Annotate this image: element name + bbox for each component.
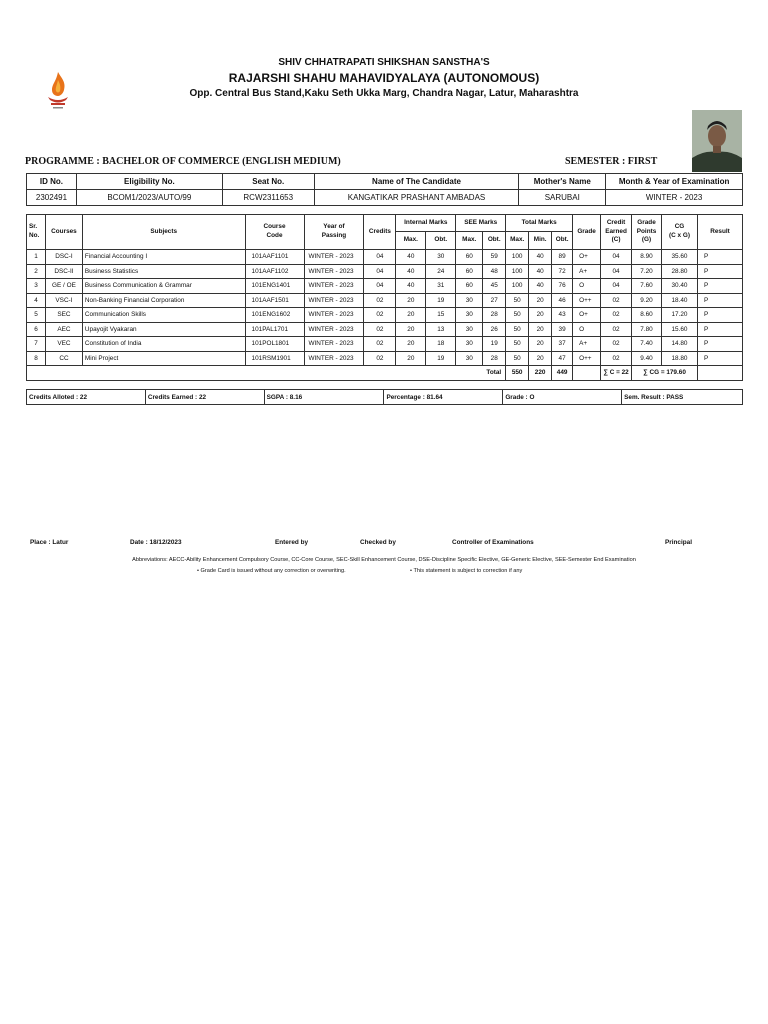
correction-note (197, 568, 346, 574)
course-code-cell: 101AAF1501 (245, 293, 304, 308)
table-row (27, 250, 743, 265)
courses-header: Courses (45, 215, 82, 250)
cg-cell: 17.20 (662, 308, 698, 323)
subject-cell: Non-Banking Financial Corporation (82, 293, 245, 308)
subject-cell: Business Communication & Grammar (82, 279, 245, 294)
subject-cell: Constitution of India (82, 337, 245, 352)
cg-header: CG (C x G) (662, 215, 698, 250)
total-obt-cell: 47 (552, 351, 573, 366)
college-address: Opp. Central Bus Stand,Kaku Seth Ukka Marg, Chandra Nagar, Latur, Maharashtra (189, 88, 579, 99)
see-max-cell: 60 (456, 250, 483, 265)
grade-points-cell: 7.80 (632, 322, 662, 337)
total-max-cell: 100 (506, 250, 529, 265)
table-row (27, 293, 743, 308)
see-max-header: Max. (456, 232, 483, 250)
total-max-sum: 550 (506, 366, 529, 381)
sr-no-cell: 5 (27, 308, 46, 323)
grade-points-cell: 7.20 (632, 264, 662, 279)
internal-max-cell: 40 (396, 250, 426, 265)
course-code-cell: 101ENG1602 (245, 308, 304, 323)
course-code-cell: 101POL1801 (245, 337, 304, 352)
total-obt-cell: 43 (552, 308, 573, 323)
see-max-cell: 60 (456, 279, 483, 294)
internal-max-cell: 40 (396, 279, 426, 294)
grade-header: Grade (573, 215, 601, 250)
internal-obt-cell: 24 (426, 264, 456, 279)
see-obt-cell: 28 (483, 308, 506, 323)
total-min-sum: 220 (529, 366, 552, 381)
credit-earned-header: Credit Earned (C) (601, 215, 632, 250)
internal-obt-cell: 13 (426, 322, 456, 337)
total-max-cell: 100 (506, 279, 529, 294)
programme-title: PROGRAMME : BACHELOR OF COMMERCE (ENGLISH MEDIUM) (25, 156, 341, 167)
sr-no-cell: 6 (27, 322, 46, 337)
total-obt-cell: 39 (552, 322, 573, 337)
cg-cell: 15.60 (662, 322, 698, 337)
sum-cg: ∑ CG = 179.60 (632, 366, 698, 381)
candidate-info-table (26, 173, 743, 206)
total-obt-header: Obt. (552, 232, 573, 250)
result-cell: P (697, 337, 742, 352)
result-cell: P (697, 279, 742, 294)
internal-obt-cell: 18 (426, 337, 456, 352)
total-max-cell: 50 (506, 351, 529, 366)
credits-cell: 02 (364, 322, 396, 337)
internal-obt-header: Obt. (426, 232, 456, 250)
credit-earned-cell: 02 (601, 351, 632, 366)
total-max-cell: 50 (506, 293, 529, 308)
eligibility-no-value: BCOM1/2023/AUTO/99 (76, 190, 222, 206)
year-of-passing-cell: WINTER - 2023 (304, 279, 364, 294)
student-photo (692, 110, 742, 172)
controller-signature: Controller of Examinations (452, 539, 534, 546)
subject-cell: Mini Project (82, 351, 245, 366)
see-max-cell: 30 (456, 293, 483, 308)
total-result-blank (697, 366, 742, 381)
grade-points-cell: 8.60 (632, 308, 662, 323)
place: Place : Latur (30, 539, 69, 546)
id-no-value: 2302491 (27, 190, 77, 206)
sr-no-cell: 2 (27, 264, 46, 279)
total-min-cell: 40 (529, 250, 552, 265)
total-obt-cell: 46 (552, 293, 573, 308)
abbreviations-note: Abbreviations: AECC-Ability Enhancement Compulsory Course, CC-Core Course, SEC-Skill Enhancement Course, DSE-Discipline Specific Elective, GE-Generic Elective, SEE-Semester End Examination (132, 557, 636, 563)
table-row (27, 351, 743, 366)
result-cell: P (697, 351, 742, 366)
internal-max-cell: 20 (396, 351, 426, 366)
sr-no-cell: 7 (27, 337, 46, 352)
result-cell: P (697, 293, 742, 308)
year-of-passing-cell: WINTER - 2023 (304, 293, 364, 308)
course-cell: VEC (45, 337, 82, 352)
overall-grade: Grade : O (503, 390, 622, 405)
cg-cell: 18.80 (662, 351, 698, 366)
candidate-value-row (27, 190, 743, 206)
see-max-cell: 30 (456, 322, 483, 337)
grade-cell: A+ (573, 264, 601, 279)
see-obt-cell: 48 (483, 264, 506, 279)
sum-credits-earned: ∑ C = 22 (601, 366, 632, 381)
bullet-icon: • (410, 568, 414, 574)
sr-no-cell: 4 (27, 293, 46, 308)
mother-name-value: SARUBAI (519, 190, 606, 206)
course-cell: CC (45, 351, 82, 366)
see-max-cell: 30 (456, 337, 483, 352)
total-marks-header: Total Marks (506, 215, 573, 232)
subject-to-correction-text: This statement is subject to correction if any (413, 568, 523, 574)
totals-row (27, 366, 743, 381)
year-of-passing-cell: WINTER - 2023 (304, 337, 364, 352)
candidate-name-header: Name of The Candidate (314, 174, 519, 190)
year-of-passing-header: Year of Passing (304, 215, 364, 250)
cg-cell: 35.60 (662, 250, 698, 265)
grade-cell: A+ (573, 337, 601, 352)
grade-points-cell: 9.40 (632, 351, 662, 366)
course-cell: GE / OE (45, 279, 82, 294)
candidate-name-value: KANGATIKAR PRASHANT AMBADAS (314, 190, 519, 206)
marks-body (27, 250, 743, 381)
grade-points-header: Grade Points (G) (632, 215, 662, 250)
internal-max-header: Max. (396, 232, 426, 250)
total-min-cell: 40 (529, 264, 552, 279)
credit-earned-cell: 02 (601, 293, 632, 308)
college-name: RAJARSHI SHAHU MAHAVIDYALAYA (AUTONOMOUS) (228, 71, 540, 85)
cg-cell: 18.40 (662, 293, 698, 308)
internal-obt-cell: 19 (426, 351, 456, 366)
table-row (27, 322, 743, 337)
result-cell: P (697, 264, 742, 279)
subject-to-correction-note (410, 568, 522, 574)
grade-cell: O++ (573, 293, 601, 308)
see-obt-cell: 26 (483, 322, 506, 337)
credit-earned-cell: 04 (601, 264, 632, 279)
subject-cell: Upayojit Vyakaran (82, 322, 245, 337)
credit-earned-cell: 02 (601, 337, 632, 352)
semester-label: SEMESTER : FIRST (565, 156, 658, 167)
correction-note-text: Grade Card is issued without any correction or overwriting. (200, 568, 346, 574)
credits-earned: Credits Earned : 22 (145, 390, 264, 405)
internal-obt-cell: 30 (426, 250, 456, 265)
semester-result: Sem. Result : PASS (622, 390, 743, 405)
see-max-cell: 30 (456, 308, 483, 323)
table-row (27, 279, 743, 294)
cg-cell: 28.80 (662, 264, 698, 279)
year-of-passing-cell: WINTER - 2023 (304, 322, 364, 337)
total-min-cell: 20 (529, 308, 552, 323)
principal-signature: Principal (665, 539, 692, 546)
result-cell: P (697, 322, 742, 337)
credits-alloted: Credits Alloted : 22 (27, 390, 146, 405)
seat-no-value: RCW2311653 (222, 190, 314, 206)
total-min-cell: 20 (529, 322, 552, 337)
sgpa: SGPA : 8.16 (264, 390, 384, 405)
table-row (27, 264, 743, 279)
summary-row (27, 390, 743, 405)
year-of-passing-cell: WINTER - 2023 (304, 308, 364, 323)
total-max-cell: 50 (506, 308, 529, 323)
summary-table (26, 389, 743, 405)
subject-cell: Business Statistics (82, 264, 245, 279)
result-cell: P (697, 308, 742, 323)
grade-points-cell: 7.60 (632, 279, 662, 294)
year-of-passing-cell: WINTER - 2023 (304, 351, 364, 366)
result-cell: P (697, 250, 742, 265)
internal-max-cell: 20 (396, 293, 426, 308)
credit-earned-cell: 02 (601, 322, 632, 337)
see-obt-cell: 45 (483, 279, 506, 294)
internal-obt-cell: 31 (426, 279, 456, 294)
see-obt-header: Obt. (483, 232, 506, 250)
see-obt-cell: 27 (483, 293, 506, 308)
internal-obt-cell: 15 (426, 308, 456, 323)
total-obt-cell: 89 (552, 250, 573, 265)
cg-cell: 14.80 (662, 337, 698, 352)
course-cell: DSC-I (45, 250, 82, 265)
table-row (27, 337, 743, 352)
credits-cell: 02 (364, 293, 396, 308)
see-obt-cell: 19 (483, 337, 506, 352)
credits-cell: 04 (364, 279, 396, 294)
internal-max-cell: 40 (396, 264, 426, 279)
course-cell: AEC (45, 322, 82, 337)
subjects-header: Subjects (82, 215, 245, 250)
total-max-cell: 50 (506, 337, 529, 352)
internal-max-cell: 20 (396, 322, 426, 337)
total-min-cell: 40 (529, 279, 552, 294)
grade-points-cell: 8.90 (632, 250, 662, 265)
grade-cell: O+ (573, 250, 601, 265)
sr-no-cell: 8 (27, 351, 46, 366)
course-cell: SEC (45, 308, 82, 323)
credits-header: Credits (364, 215, 396, 250)
date: Date : 18/12/2023 (130, 539, 182, 546)
entered-by-signature: Entered by (275, 539, 309, 546)
total-max-cell: 50 (506, 322, 529, 337)
internal-max-cell: 20 (396, 337, 426, 352)
grade-cell: O (573, 322, 601, 337)
course-code-cell: 101PAL1701 (245, 322, 304, 337)
internal-obt-cell: 19 (426, 293, 456, 308)
credits-cell: 02 (364, 351, 396, 366)
sr-no-cell: 3 (27, 279, 46, 294)
credits-cell: 02 (364, 308, 396, 323)
total-min-cell: 20 (529, 293, 552, 308)
marks-header-row (27, 215, 743, 232)
grade-cell: O+ (573, 308, 601, 323)
total-label: Total (27, 366, 506, 381)
subject-cell: Communication Skills (82, 308, 245, 323)
sr-no-cell: 1 (27, 250, 46, 265)
course-code-cell: 101ENG1401 (245, 279, 304, 294)
grade-points-cell: 7.40 (632, 337, 662, 352)
total-grade-blank (573, 366, 601, 381)
year-of-passing-cell: WINTER - 2023 (304, 264, 364, 279)
total-obt-sum: 449 (552, 366, 573, 381)
checked-by-signature: Checked by (360, 539, 396, 546)
credits-cell: 04 (364, 250, 396, 265)
internal-marks-header: Internal Marks (396, 215, 456, 232)
total-max-header: Max. (506, 232, 529, 250)
seat-no-header: Seat No. (222, 174, 314, 190)
see-max-cell: 30 (456, 351, 483, 366)
grade-cell: O++ (573, 351, 601, 366)
result-header: Result (697, 215, 742, 250)
see-obt-cell: 28 (483, 351, 506, 366)
total-obt-cell: 37 (552, 337, 573, 352)
internal-max-cell: 20 (396, 308, 426, 323)
see-marks-header: SEE Marks (456, 215, 506, 232)
credit-earned-cell: 04 (601, 279, 632, 294)
exam-month-year-header: Month & Year of Examination (606, 174, 743, 190)
bullet-icon: • (197, 568, 201, 574)
cg-cell: 30.40 (662, 279, 698, 294)
total-min-cell: 20 (529, 351, 552, 366)
exam-month-year-value: WINTER - 2023 (606, 190, 743, 206)
course-code-cell: 101RSM1901 (245, 351, 304, 366)
see-max-cell: 60 (456, 264, 483, 279)
course-cell: DSC-II (45, 264, 82, 279)
total-min-header: Min. (529, 232, 552, 250)
grade-cell: O (573, 279, 601, 294)
candidate-header-row (27, 174, 743, 190)
id-no-header: ID No. (27, 174, 77, 190)
grade-points-cell: 9.20 (632, 293, 662, 308)
marks-table (26, 214, 743, 381)
total-obt-cell: 72 (552, 264, 573, 279)
course-code-cell: 101AAF1101 (245, 250, 304, 265)
credits-cell: 02 (364, 337, 396, 352)
eligibility-no-header: Eligibility No. (76, 174, 222, 190)
percentage: Percentage : 81.64 (384, 390, 503, 405)
organization-name: SHIV CHHATRAPATI SHIKSHAN SANSTHA'S (278, 57, 490, 68)
year-of-passing-cell: WINTER - 2023 (304, 250, 364, 265)
mother-name-header: Mother's Name (519, 174, 606, 190)
sr-no-header: Sr. No. (27, 215, 46, 250)
course-cell: VSC-I (45, 293, 82, 308)
subject-cell: Financial Accounting I (82, 250, 245, 265)
total-min-cell: 20 (529, 337, 552, 352)
credits-cell: 04 (364, 264, 396, 279)
total-max-cell: 100 (506, 264, 529, 279)
credit-earned-cell: 04 (601, 250, 632, 265)
table-row (27, 308, 743, 323)
total-obt-cell: 76 (552, 279, 573, 294)
see-obt-cell: 59 (483, 250, 506, 265)
course-code-header: Course Code (245, 215, 304, 250)
credit-earned-cell: 02 (601, 308, 632, 323)
course-code-cell: 101AAF1102 (245, 264, 304, 279)
